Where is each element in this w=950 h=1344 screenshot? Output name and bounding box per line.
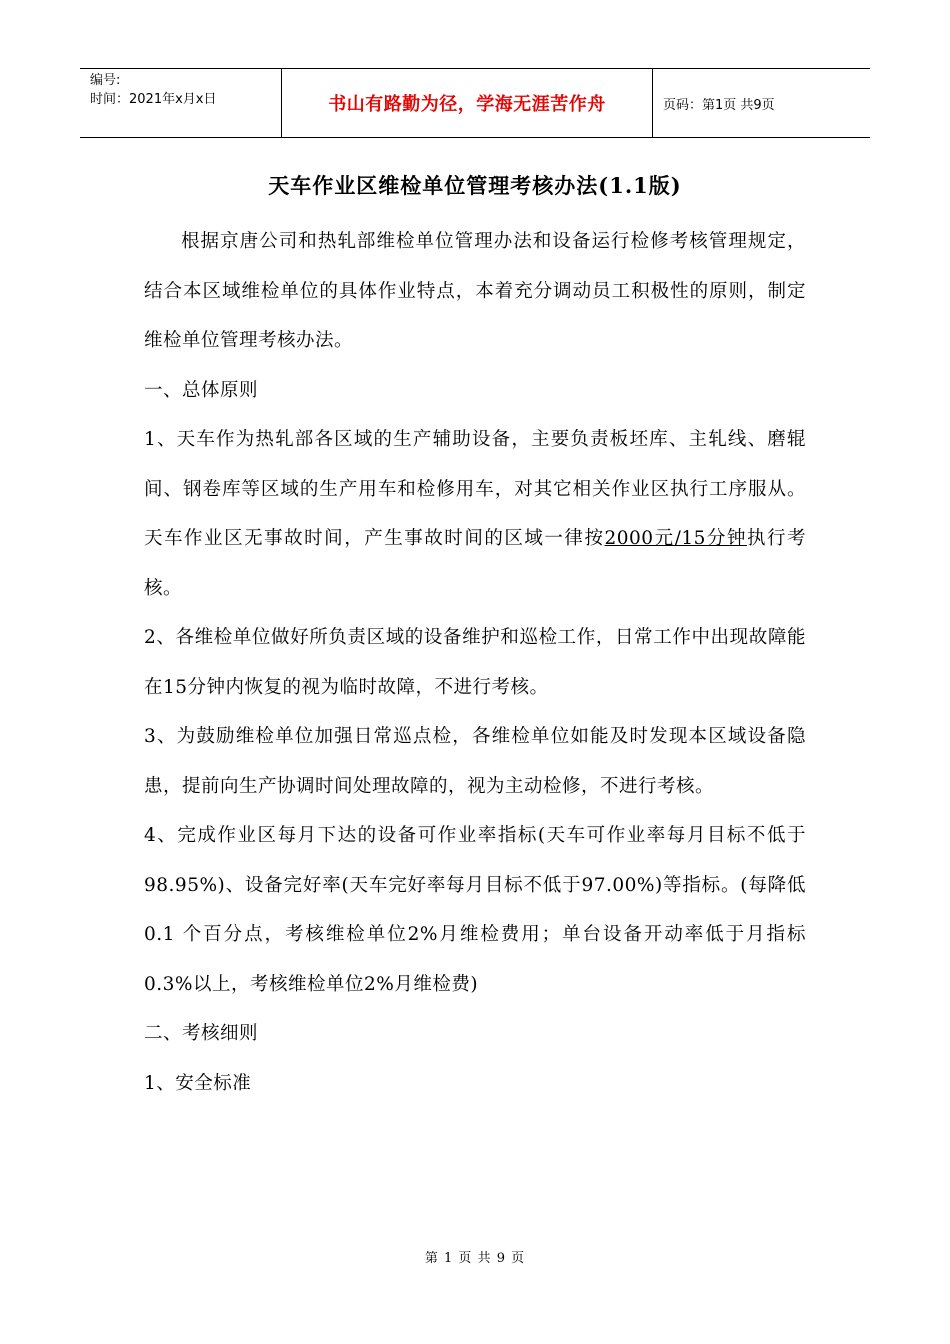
document-date: 时间：2021年x月x日 <box>90 92 217 107</box>
intro-paragraph: 根据京唐公司和热轧部维检单位管理办法和设备运行检修考核管理规定，结合本区域维检单位的具体作业特点，本着充分调动员工积极性的原则，制定维检单位管理考核办法。 <box>144 231 806 351</box>
principle-item-1-end: 执行考核。 <box>144 528 806 599</box>
principle-item-2: 2、各维检单位做好所负责区域的设备维护和巡检工作，日常工作中出现故障能在15分钟内恢复的视为临时故障，不进行考核。 <box>144 627 806 698</box>
principle-item-4: 4、完成作业区每月下达的设备可作业率指标(天车可作业率每月目标不低于98.95%)、设备完好率(天车完好率每月目标不低于97.00%)等指标。(每降低 0.1 个百分点，考核维检单位2%月维检费用；单台设备开动率低于月指标0.3%以上，考核维检单位2%月维检费) <box>144 825 806 995</box>
header-motto-cell <box>282 69 653 137</box>
section-heading-general: 一、总体原则 <box>144 379 259 401</box>
subsection-heading-safety: 1、安全标准 <box>144 1072 252 1094</box>
document-code-label: 编号: <box>90 73 121 88</box>
section-heading-rules: 二、考核细则 <box>144 1023 259 1044</box>
document-title: 天车作业区维检单位管理考核办法(1.1版) <box>268 173 682 198</box>
header-meta <box>80 69 282 137</box>
document-body <box>144 217 806 1108</box>
header-motto: 书山有路勤为径，学海无涯苦作舟 <box>328 94 606 115</box>
header-page-info <box>653 69 870 137</box>
principle-item-1 <box>144 415 806 613</box>
page-footer: 第 1 页 共 9 页 <box>424 1251 526 1266</box>
page-header <box>80 68 870 138</box>
penalty-rate: 2000元/15分钟 <box>604 528 747 549</box>
principle-item-3: 3、为鼓励维检单位加强日常巡点检，各维检单位如能及时发现本区域设备隐患，提前向生产协调时间处理故障的，视为主动检修，不进行考核。 <box>144 726 806 797</box>
header-page-number: 页码：第1页 共9页 <box>663 97 775 113</box>
principle-item-1-text: 1、天车作为热轧部各区域的生产辅助设备，主要负责板坯库、主轧线、磨辊间、钢卷库等区域的生产用车和检修用车，对其它相关作业区执行工序服从。天车作业区无事故时间，产生事故时间的区域一律按 <box>144 429 806 549</box>
